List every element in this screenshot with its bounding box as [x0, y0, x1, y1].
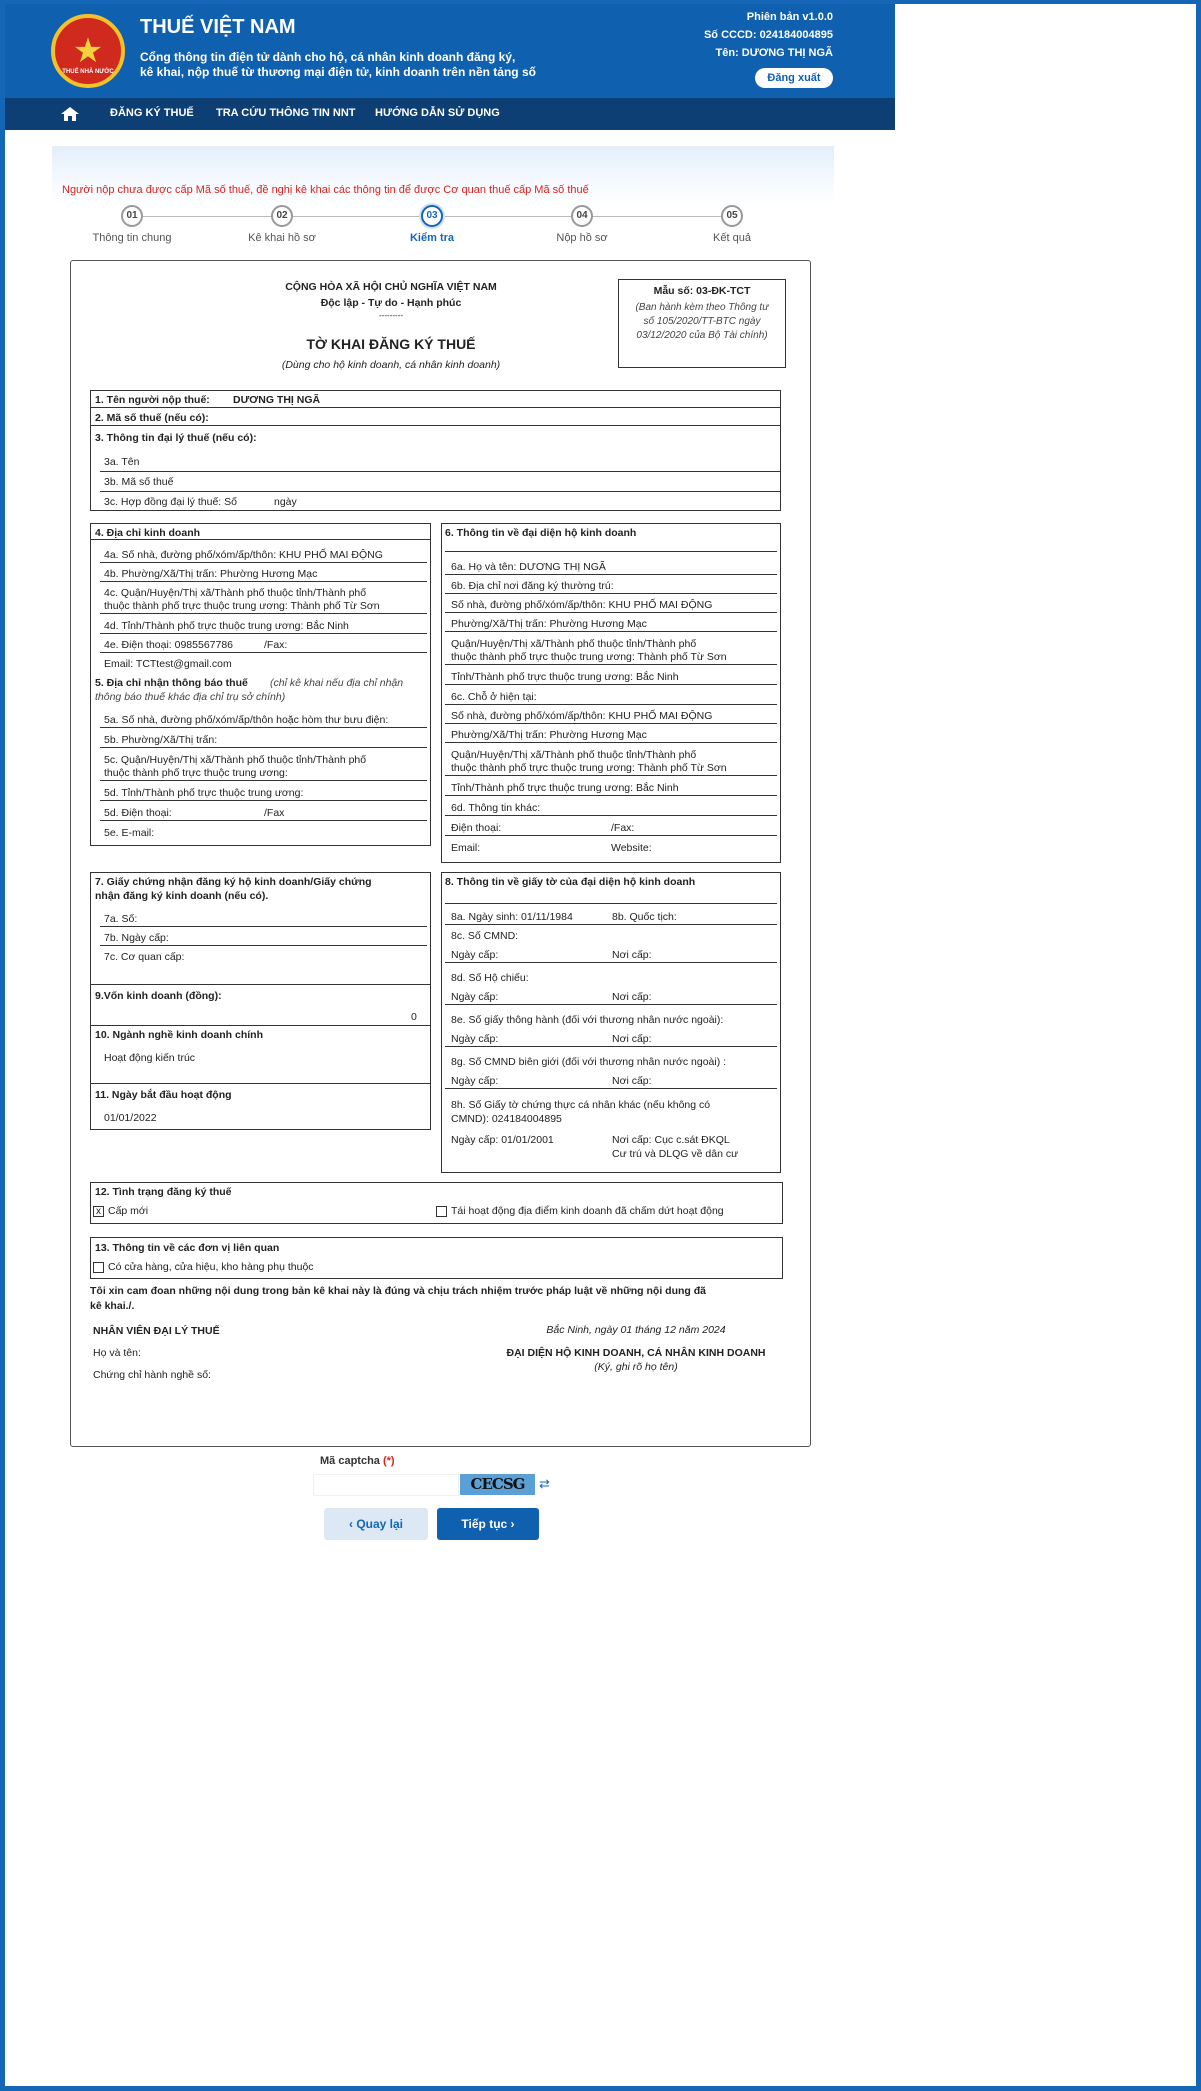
form-note-2: số 105/2020/TT-BTC ngày	[643, 316, 761, 327]
s8g-place: Nơi cấp:	[612, 1075, 652, 1087]
chevron-right-icon: ›	[507, 1517, 515, 1531]
s5d: 5d. Tỉnh/Thành phố trực thuộc trung ương:	[104, 787, 304, 799]
step-2[interactable]: 02 Kê khai hồ sơ	[217, 205, 347, 244]
form-note-3: 03/12/2020 của Bộ Tài chính)	[636, 330, 768, 341]
next-button[interactable]: Tiếp tục ›	[437, 1508, 539, 1540]
s13-option[interactable]: Có cửa hàng, cửa hiệu, kho hàng phụ thuộc	[93, 1261, 314, 1273]
s3-label: 3. Thông tin đại lý thuế (nếu có):	[95, 432, 257, 444]
s6c-1: Số nhà, đường phố/xóm/ấp/thôn: KHU PHỐ MAI ĐỘNG	[451, 710, 713, 722]
s6b: 6b. Địa chỉ nơi đăng ký thường trú:	[451, 580, 614, 592]
progress-steps	[80, 205, 780, 245]
s6d: 6d. Thông tin khác:	[451, 802, 541, 814]
s5f: 5e. E-mail:	[104, 827, 155, 839]
s11-label: 11. Ngày bắt đầu hoạt động	[95, 1089, 232, 1101]
s5c-2: thuộc thành phố trực thuộc trung ương:	[104, 767, 288, 779]
home-icon[interactable]	[60, 106, 80, 122]
nation-title: CỘNG HÒA XÃ HỘI CHỦ NGHĨA VIỆT NAM	[285, 281, 497, 293]
back-button[interactable]: ‹ Quay lại	[324, 1508, 428, 1540]
s4e-fax: /Fax:	[264, 639, 288, 651]
s8d-place: Nơi cấp:	[612, 991, 652, 1003]
declaration-2: kê khai./.	[90, 1300, 135, 1312]
s6a: 6a. Họ và tên: DƯƠNG THỊ NGÃ	[451, 561, 606, 573]
notice-text: Người nộp chưa được cấp Mã số thuế, đề nghị kê khai các thông tin để được Cơ quan thuế cấp Mã số thuế	[62, 184, 589, 196]
s6c-4: Tỉnh/Thành phố trực thuộc trung ương: Bắc Ninh	[451, 782, 679, 794]
s5e: 5d. Điện thoại:	[104, 807, 172, 819]
s5-note-1: (chỉ kê khai nếu địa chỉ nhận	[270, 677, 404, 689]
s12-new-option[interactable]: x Cấp mới	[93, 1205, 148, 1217]
s8e-date: Ngày cấp:	[451, 1033, 499, 1045]
s9-label: 9.Vốn kinh doanh (đồng):	[95, 990, 222, 1002]
representative-title: ĐẠI DIỆN HỘ KINH DOANH, CÁ NHÂN KINH DOANH	[506, 1347, 766, 1359]
tax-emblem-logo[interactable]: ★ THUẾ NHÀ NƯỚC	[51, 14, 125, 88]
s3a: 3a. Tên	[104, 456, 140, 468]
s1-value: DƯƠNG THỊ NGÃ	[233, 394, 321, 406]
step-5[interactable]: 05 Kết quả	[667, 205, 797, 244]
s8a: 8a. Ngày sinh: 01/11/1984	[451, 911, 573, 923]
brand-title: THUẾ VIỆT NAM	[140, 16, 296, 38]
captcha-image: CECSG	[460, 1474, 535, 1495]
agent-name: Họ và tên:	[93, 1347, 141, 1359]
s4a: 4a. Số nhà, đường phố/xóm/ấp/thôn: KHU PHỐ MAI ĐỘNG	[104, 549, 383, 561]
agent-title: NHÂN VIÊN ĐẠI LÝ THUẾ	[93, 1325, 220, 1337]
s4c-2: thuộc thành phố trực thuộc trung ương: Thành phố Từ Sơn	[104, 600, 380, 612]
s10-value: Hoạt động kiến trúc	[104, 1052, 196, 1064]
s6c-3a: Quận/Huyện/Thị xã/Thành phố thuộc tỉnh/Thành phố	[451, 749, 697, 761]
s7-label-2: nhận đăng ký kinh doanh (nếu có).	[95, 890, 269, 902]
s8g: 8g. Số CMND biên giới (đối với thương nhân nước ngoài) :	[451, 1056, 727, 1068]
nav-huong-dan[interactable]: HƯỚNG DẪN SỬ DỤNG	[375, 107, 500, 119]
logout-button[interactable]: Đăng xuất	[755, 68, 833, 88]
form-number: Mẫu số: 03-ĐK-TCT	[653, 285, 751, 297]
s7a: 7a. Số:	[104, 913, 138, 925]
s8h-1: 8h. Số Giấy tờ chứng thực cá nhân khác (nếu không có	[451, 1099, 711, 1111]
s5c-1: 5c. Quận/Huyện/Thị xã/Thành phố thuộc tỉnh/Thành phố	[104, 754, 367, 766]
s6b-4: Tỉnh/Thành phố trực thuộc trung ương: Bắc Ninh	[451, 671, 679, 683]
s8-label: 8. Thông tin về giấy tờ của đại diện hộ kinh doanh	[445, 876, 696, 888]
s8g-date: Ngày cấp:	[451, 1075, 499, 1087]
tax-registration-form	[70, 260, 811, 1447]
s3c: 3c. Hợp đồng đại lý thuế: Số	[104, 496, 237, 508]
version-label: Phiên bản v1.0.0	[746, 11, 833, 23]
s6-label: 6. Thông tin về đại diện hộ kinh doanh	[445, 527, 637, 539]
s6d-phone: Điện thoại:	[451, 822, 502, 834]
new-registration-checkbox[interactable]: x	[93, 1206, 104, 1217]
s12-reactivate-option[interactable]: Tái hoạt động địa điểm kinh doanh đã chấm dứt hoạt động	[436, 1205, 724, 1217]
s6d-email: Email:	[451, 842, 481, 854]
header	[5, 4, 895, 98]
s12-label: 12. Tình trạng đăng ký thuế	[95, 1186, 232, 1198]
s8d-date: Ngày cấp:	[451, 991, 499, 1003]
nav-tra-cuu[interactable]: TRA CỨU THÔNG TIN NNT	[216, 107, 356, 119]
main-nav	[5, 98, 895, 130]
s7b: 7b. Ngày cấp:	[104, 932, 169, 944]
s6d-fax: /Fax:	[611, 822, 635, 834]
s2-label: 2. Mã số thuế (nếu có):	[95, 412, 209, 424]
brand-tagline: Cổng thông tin điện tử dành cho hộ, cá nhân kinh doanh đăng ký, kê khai, nộp thuế từ thương mại điện tử, kinh doanh trên nền tảng số	[140, 50, 536, 79]
s6b-3b: thuộc thành phố trực thuộc trung ương: Thành phố Từ Sơn	[451, 651, 727, 663]
s8c: 8c. Số CMND:	[451, 930, 519, 942]
s13-label: 13. Thông tin về các đơn vị liên quan	[95, 1242, 280, 1254]
reactivate-checkbox[interactable]	[436, 1206, 447, 1217]
s5-label: 5. Địa chỉ nhận thông báo thuế	[95, 677, 248, 689]
s8c-date: Ngày cấp:	[451, 949, 499, 961]
s8e: 8e. Số giấy thông hành (đối với thương nhân nước ngoài):	[451, 1014, 724, 1026]
s1-label: 1. Tên người nộp thuế:	[95, 394, 210, 406]
user-info	[704, 8, 833, 62]
s6c: 6c. Chỗ ở hiện tại:	[451, 691, 537, 703]
s4e: 4e. Điện thoại: 0985567786	[104, 639, 234, 651]
chevron-left-icon: ‹	[348, 1517, 357, 1531]
s4-label: 4. Địa chỉ kinh doanh	[95, 527, 201, 539]
s8b: 8b. Quốc tịch:	[612, 911, 677, 923]
s5e-fax: /Fax	[264, 807, 285, 819]
s10-label: 10. Ngành nghề kinh doanh chính	[95, 1029, 264, 1041]
captcha-label: Mã captcha (*)	[320, 1455, 395, 1467]
agent-cert: Chứng chỉ hành nghề số:	[93, 1369, 211, 1381]
s6c-2: Phường/Xã/Thị trấn: Phường Hương Mạc	[451, 729, 647, 741]
refresh-icon[interactable]: ⇄	[539, 1476, 550, 1491]
s5a: 5a. Số nhà, đường phố/xóm/ấp/thôn hoặc hòm thư bưu điện:	[104, 714, 389, 726]
s4d: 4d. Tỉnh/Thành phố trực thuộc trung ương: Bắc Ninh	[104, 620, 349, 632]
section-1-3	[90, 390, 781, 511]
s7-label-1: 7. Giấy chứng nhận đăng ký hộ kinh doanh/Giấy chứng	[95, 876, 372, 888]
cccd-label: Số CCCD: 024184004895	[703, 29, 833, 41]
step-3-active[interactable]: 03 Kiểm tra	[367, 205, 497, 244]
s6b-2: Phường/Xã/Thị trấn: Phường Hương Mạc	[451, 618, 647, 630]
s4b: 4b. Phường/Xã/Thị trấn: Phường Hương Mạc	[104, 568, 318, 580]
s8d: 8d. Số Hộ chiếu:	[451, 972, 529, 984]
s5-note-2: thông báo thuế khác địa chỉ trụ sở chính)	[95, 691, 286, 703]
s11-value: 01/01/2022	[104, 1112, 157, 1124]
representative-note: (Ký, ghi rõ họ tên)	[594, 1361, 678, 1373]
step-1[interactable]: 01 Thông tin chung	[67, 205, 197, 244]
s7c: 7c. Cơ quan cấp:	[104, 951, 185, 963]
form-note-1: (Ban hành kèm theo Thông tư	[635, 302, 769, 313]
user-name-label: Tên: DƯƠNG THỊ NGÃ	[715, 47, 833, 59]
separator: ---------	[379, 311, 403, 320]
form-title: TỜ KHAI ĐĂNG KÝ THUẾ	[306, 336, 476, 352]
s6b-1: Số nhà, đường phố/xóm/ấp/thôn: KHU PHỐ MAI ĐỘNG	[451, 599, 713, 611]
place-date: Bắc Ninh, ngày 01 tháng 12 năm 2024	[546, 1324, 726, 1336]
step-4[interactable]: 04 Nộp hồ sơ	[517, 205, 647, 244]
captcha-input[interactable]	[313, 1474, 459, 1496]
s8h-2: CMND): 024184004895	[451, 1113, 562, 1125]
declaration-1: Tôi xin cam đoan những nội dung trong bản kê khai này là đúng và chịu trách nhiệm trước pháp luật về những nội dung đã	[90, 1285, 706, 1297]
s3c-day: ngày	[274, 496, 297, 508]
s8c-place: Nơi cấp:	[612, 949, 652, 961]
s8h-place-2: Cư trú và DLQG về dân cư	[612, 1148, 739, 1160]
s6d-website: Website:	[611, 842, 652, 854]
dependent-stores-checkbox[interactable]	[93, 1262, 104, 1273]
motto: Độc lập - Tự do - Hạnh phúc	[320, 297, 462, 309]
s8h-date: Ngày cấp: 01/01/2001	[451, 1134, 554, 1146]
s3b: 3b. Mã số thuế	[104, 476, 174, 488]
nav-dang-ky-thue[interactable]: ĐĂNG KÝ THUẾ	[110, 107, 194, 119]
s5b: 5b. Phường/Xã/Thị trấn:	[104, 734, 218, 746]
s4c-1: 4c. Quận/Huyện/Thị xã/Thành phố thuộc tỉnh/Thành phố	[104, 587, 367, 599]
s9-value: 0	[411, 1011, 417, 1023]
s4-email: Email: TCTtest@gmail.com	[104, 658, 232, 670]
s8h-place-1: Nơi cấp: Cục c.sát ĐKQL	[612, 1134, 730, 1146]
s6b-3a: Quận/Huyện/Thị xã/Thành phố thuộc tỉnh/Thành phố	[451, 638, 697, 650]
form-subtitle: (Dùng cho hộ kinh doanh, cá nhân kinh doanh)	[281, 359, 501, 371]
s8e-place: Nơi cấp:	[612, 1033, 652, 1045]
s6c-3b: thuộc thành phố trực thuộc trung ương: Thành phố Từ Sơn	[451, 762, 727, 774]
